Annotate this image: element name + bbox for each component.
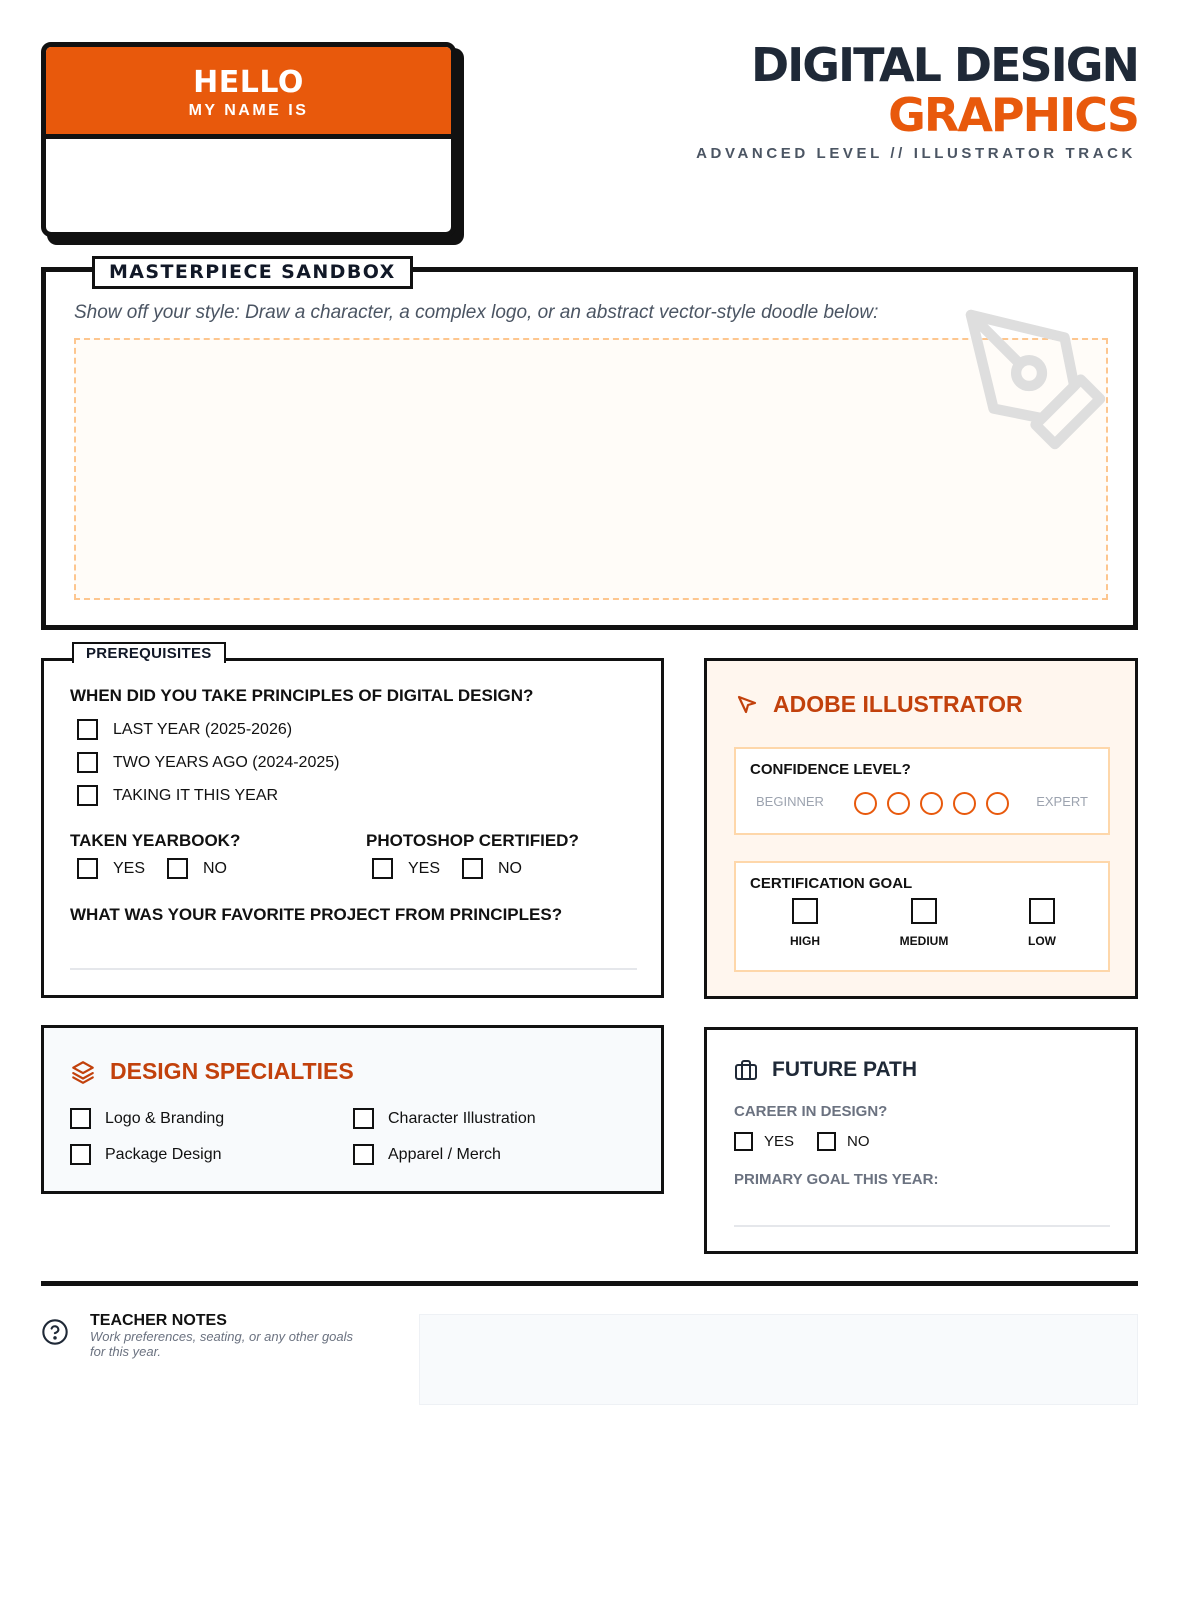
option-label: NO <box>203 859 227 877</box>
specialty-character-illustration[interactable] <box>353 1108 536 1129</box>
checkbox[interactable] <box>734 1132 753 1151</box>
scale-high-label: EXPERT <box>1036 794 1088 809</box>
drawing-area[interactable] <box>74 338 1108 600</box>
layers-icon <box>70 1059 96 1085</box>
photoshop-yes[interactable] <box>372 858 440 879</box>
confidence-rating <box>854 792 1009 815</box>
option-label: NO <box>498 859 522 877</box>
goal-low[interactable] <box>1007 898 1077 948</box>
page-title-line1: DIGITAL DESIGN <box>750 38 1138 92</box>
primary-goal-label: PRIMARY GOAL THIS YEAR: <box>734 1171 939 1188</box>
question-principles: WHEN DID YOU TAKE PRINCIPLES OF DIGITAL DESIGN? <box>70 686 534 705</box>
prerequisites-tab-label: PREREQUISITES <box>72 642 226 663</box>
checkbox[interactable] <box>77 858 98 879</box>
masterpiece-sandbox <box>41 261 1138 630</box>
option-label: LAST YEAR (2025-2026) <box>113 720 293 738</box>
option-label: YES <box>113 859 146 877</box>
certification-card <box>734 861 1110 972</box>
checkbox[interactable] <box>77 752 98 773</box>
prerequisites-panel <box>41 645 664 998</box>
illustrator-title <box>735 691 1023 718</box>
checkbox[interactable] <box>167 858 188 879</box>
career-no[interactable] <box>817 1132 870 1151</box>
name-tag-hello: HELLO <box>193 65 304 100</box>
teacher-notes-description: Work preferences, seating, or any other goals for this year. <box>90 1329 354 1359</box>
checkbox[interactable] <box>792 898 818 924</box>
rating-circle-4[interactable] <box>953 792 976 815</box>
illustrator-panel <box>704 658 1138 999</box>
cursor-arrow-icon <box>735 693 759 717</box>
checkbox[interactable] <box>911 898 937 924</box>
sandbox-tab-label: MASTERPIECE SANDBOX <box>92 256 413 289</box>
name-tag <box>41 42 464 245</box>
illustrator-title-text: ADOBE ILLUSTRATOR <box>773 691 1023 717</box>
rating-circle-1[interactable] <box>854 792 877 815</box>
yearbook-no[interactable] <box>167 858 227 879</box>
page-subtitle: ADVANCED LEVEL // ILLUSTRATOR TRACK <box>696 145 1136 162</box>
name-tag-card <box>41 42 456 237</box>
specialty-logo-branding[interactable] <box>70 1108 224 1129</box>
sandbox-instruction: Show off your style: Draw a character, a complex logo, or an abstract vector-style doodle below: <box>74 302 879 323</box>
page-title-line2: GRAPHICS <box>888 88 1138 142</box>
goal-label: HIGH <box>790 934 820 948</box>
question-circle-icon <box>41 1318 69 1346</box>
goal-label: LOW <box>1028 934 1056 948</box>
scale-low-label: BEGINNER <box>756 794 824 809</box>
option-label: TAKING IT THIS YEAR <box>113 786 279 804</box>
favorite-project-answer-line[interactable] <box>70 968 637 970</box>
specialties-title <box>70 1058 354 1085</box>
option-this-year[interactable] <box>77 785 278 806</box>
rating-circle-3[interactable] <box>920 792 943 815</box>
future-title-text: FUTURE PATH <box>772 1058 918 1081</box>
section-divider <box>41 1281 1138 1286</box>
goal-high[interactable] <box>770 898 840 948</box>
goal-label: MEDIUM <box>899 934 949 948</box>
checkbox[interactable] <box>817 1132 836 1151</box>
certification-label: CERTIFICATION GOAL <box>750 875 913 892</box>
checkbox[interactable] <box>353 1144 374 1165</box>
question-yearbook: TAKEN YEARBOOK? <box>70 831 241 850</box>
confidence-card <box>734 747 1110 835</box>
specialty-apparel-merch[interactable] <box>353 1144 501 1165</box>
checkbox[interactable] <box>70 1108 91 1129</box>
question-photoshop: PHOTOSHOP CERTIFIED? <box>366 831 579 850</box>
specialty-label: Logo & Branding <box>105 1109 225 1127</box>
checkbox[interactable] <box>462 858 483 879</box>
checkbox[interactable] <box>77 785 98 806</box>
briefcase-icon <box>734 1058 758 1082</box>
future-title <box>734 1058 917 1082</box>
specialties-title-text: DESIGN SPECIALTIES <box>110 1058 354 1084</box>
option-label: YES <box>764 1133 795 1150</box>
checkbox[interactable] <box>77 719 98 740</box>
name-write-field[interactable] <box>46 139 451 233</box>
option-two-years-ago[interactable] <box>77 752 339 773</box>
specialty-label: Apparel / Merch <box>388 1145 501 1163</box>
specialty-label: Character Illustration <box>388 1109 536 1127</box>
specialty-label: Package Design <box>105 1145 222 1163</box>
rating-circle-2[interactable] <box>887 792 910 815</box>
option-label: TWO YEARS AGO (2024-2025) <box>113 753 340 771</box>
primary-goal-answer-line[interactable] <box>734 1225 1110 1227</box>
goal-medium[interactable] <box>889 898 959 948</box>
design-specialties-panel <box>41 1025 664 1194</box>
checkbox[interactable] <box>372 858 393 879</box>
checkbox[interactable] <box>70 1144 91 1165</box>
rating-circle-5[interactable] <box>986 792 1009 815</box>
option-label: YES <box>408 859 441 877</box>
checkbox[interactable] <box>1029 898 1055 924</box>
career-yes[interactable] <box>734 1132 794 1151</box>
question-favorite-project: WHAT WAS YOUR FAVORITE PROJECT FROM PRINCIPLES? <box>70 905 563 924</box>
yearbook-yes[interactable] <box>77 858 145 879</box>
name-tag-subtitle: MY NAME IS <box>188 102 309 119</box>
option-last-year[interactable] <box>77 719 292 740</box>
name-tag-header <box>46 47 451 139</box>
future-path-panel <box>704 1027 1138 1254</box>
option-label: NO <box>847 1133 870 1150</box>
checkbox[interactable] <box>353 1108 374 1129</box>
teacher-notes-title: TEACHER NOTES <box>90 1312 227 1329</box>
career-label: CAREER IN DESIGN? <box>734 1103 888 1120</box>
photoshop-no[interactable] <box>462 858 522 879</box>
specialty-package-design[interactable] <box>70 1144 222 1165</box>
confidence-label: CONFIDENCE LEVEL? <box>750 761 911 778</box>
pen-tool-icon <box>958 302 1113 457</box>
teacher-notes-field[interactable] <box>419 1314 1138 1405</box>
